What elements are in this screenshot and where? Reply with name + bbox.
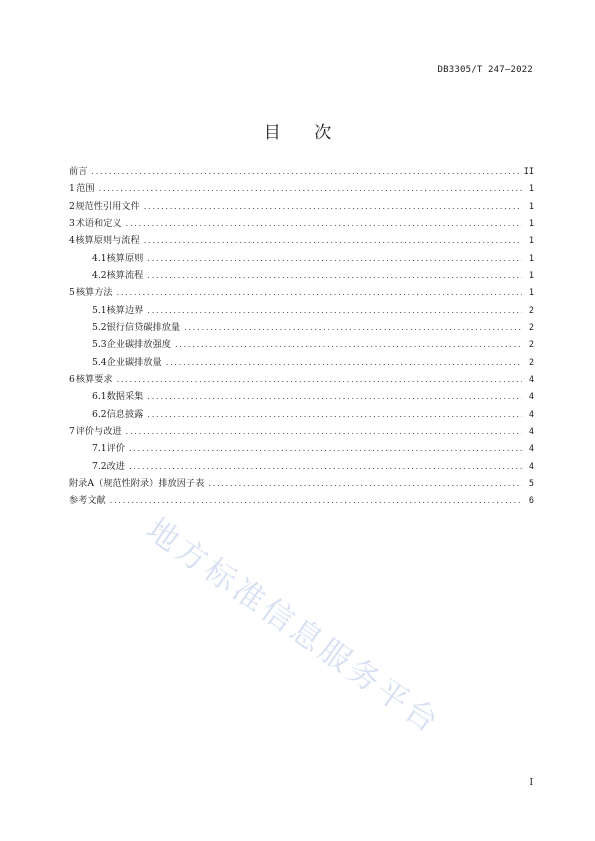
toc-entry-page: 1 [528, 184, 534, 195]
toc-entry-label: 参考文献 [69, 495, 106, 507]
toc-entry-page: II [523, 167, 534, 177]
toc-entry-label: 附录A（规范性附录）排放因子表 [69, 477, 205, 489]
toc-entry[interactable] [69, 198, 534, 215]
toc-dot-leader [110, 492, 522, 509]
toc-dot-leader [129, 458, 522, 475]
toc-dot-leader [147, 302, 522, 319]
toc-entry[interactable] [69, 492, 534, 509]
toc-entry-number: 6 [69, 373, 75, 385]
toc-title: 目 次 [263, 123, 346, 143]
toc-entry-label: 银行信贷碳排放量 [106, 321, 181, 333]
toc-entry-page: 2 [528, 357, 534, 368]
toc-dot-leader [129, 440, 522, 457]
toc-entry-label: 企业碳排放强度 [106, 339, 171, 351]
toc-entry-page: 1 [528, 218, 534, 229]
toc-entry-number: 6.1 [92, 391, 107, 403]
toc-entry-page: 4 [528, 374, 534, 385]
toc-dot-leader [147, 406, 522, 423]
toc-entry-page: 1 [528, 236, 534, 247]
toc-entry-label: 数据采集 [106, 391, 144, 403]
toc-entry-label: 改进 [106, 460, 125, 472]
toc-entry-number: 5 [69, 287, 75, 299]
toc-entry-number: 5.3 [92, 339, 107, 351]
toc-entry[interactable] [69, 232, 534, 249]
toc-entry-page: 1 [528, 270, 534, 281]
toc-entry-page: 1 [528, 288, 534, 299]
toc-entry[interactable] [69, 163, 534, 180]
toc-entry-page: 6 [528, 496, 534, 507]
toc-dot-leader [144, 232, 522, 249]
toc-entry[interactable] [69, 371, 534, 388]
toc-entry[interactable] [69, 354, 534, 371]
toc-dot-leader [208, 475, 522, 492]
document-code: DB3305/T 247—2022 [437, 65, 533, 75]
toc-entry[interactable] [69, 267, 534, 284]
toc-entry-number: 5.4 [92, 356, 107, 368]
toc-dot-leader [144, 198, 522, 215]
toc-entry[interactable] [69, 250, 534, 267]
toc-entry-label: 企业碳排放量 [106, 356, 162, 368]
toc-entry[interactable] [69, 180, 534, 197]
toc-entry-number: 1 [69, 183, 75, 195]
toc-entry-page: 4 [528, 392, 534, 403]
toc-entry-page: 4 [528, 444, 534, 455]
toc-dot-leader [99, 180, 522, 197]
toc-entry[interactable] [69, 475, 534, 492]
toc-entry[interactable] [69, 406, 534, 423]
toc-dot-leader [175, 336, 522, 353]
toc-entry[interactable] [69, 319, 534, 336]
toc-entry[interactable] [69, 388, 534, 405]
toc-entry-number: 7.1 [92, 443, 107, 455]
toc-entry-page: 1 [528, 201, 534, 212]
toc-dot-leader [147, 388, 522, 405]
toc-dot-leader [91, 163, 519, 180]
toc-entry-page: 5 [528, 478, 534, 489]
toc-entry-label: 核算原则与流程 [75, 235, 140, 247]
toc-entry-label: 评价 [106, 443, 125, 455]
toc-entry-label: 核算流程 [106, 269, 144, 281]
toc-dot-leader [117, 284, 522, 301]
toc-entry[interactable] [69, 458, 534, 475]
page-number: I [529, 778, 533, 788]
toc-entry-number: 3 [69, 217, 75, 229]
toc-dot-leader [147, 267, 522, 284]
toc-entry-page: 1 [528, 253, 534, 264]
toc-entry-number: 5.1 [92, 304, 107, 316]
toc-entry[interactable] [69, 423, 534, 440]
toc-dot-leader [166, 354, 522, 371]
toc-entry-number: 4.1 [92, 252, 107, 264]
toc-entry-page: 2 [528, 340, 534, 351]
toc-entry[interactable] [69, 284, 534, 301]
toc-entry-label: 评价与改进 [75, 425, 122, 437]
toc-entry-label: 范围 [76, 183, 95, 195]
toc-entry-page: 4 [528, 409, 534, 420]
toc-entry-label: 核算原则 [106, 252, 144, 264]
toc-entry-label: 核算要求 [75, 373, 113, 385]
toc-entry-label: 规范性引用文件 [75, 200, 140, 212]
toc-entry-number: 4 [69, 235, 75, 247]
toc-entry[interactable] [69, 440, 534, 457]
toc-entry-page: 4 [528, 461, 534, 472]
toc-entry-number: 4.2 [92, 269, 107, 281]
toc-entry-number: 6.2 [92, 408, 107, 420]
toc-entry-number: 2 [69, 200, 75, 212]
toc-entry-page: 4 [528, 426, 534, 437]
toc-dot-leader [126, 423, 522, 440]
toc-entry-page: 2 [528, 305, 534, 316]
toc-entry-label: 信息披露 [106, 408, 144, 420]
toc-dot-leader [126, 215, 522, 232]
toc-entry-number: 7 [69, 425, 75, 437]
toc-entry-label: 核算边界 [106, 304, 144, 316]
toc-entry-page: 2 [528, 322, 534, 333]
toc-dot-leader [184, 319, 522, 336]
toc-dot-leader [147, 250, 522, 267]
watermark: 地方标准信息服务平台 [139, 511, 448, 742]
toc-entry-number: 7.2 [92, 460, 107, 472]
toc-entry-label: 术语和定义 [75, 217, 122, 229]
toc-entry-number: 5.2 [92, 321, 107, 333]
toc-entry[interactable] [69, 302, 534, 319]
toc-dot-leader [117, 371, 522, 388]
toc-entry-label: 核算方法 [75, 287, 113, 299]
toc-entry[interactable] [69, 336, 534, 353]
toc-entry[interactable] [69, 215, 534, 232]
toc-entry-label: 前言 [69, 166, 88, 177]
table-of-contents [69, 163, 534, 510]
